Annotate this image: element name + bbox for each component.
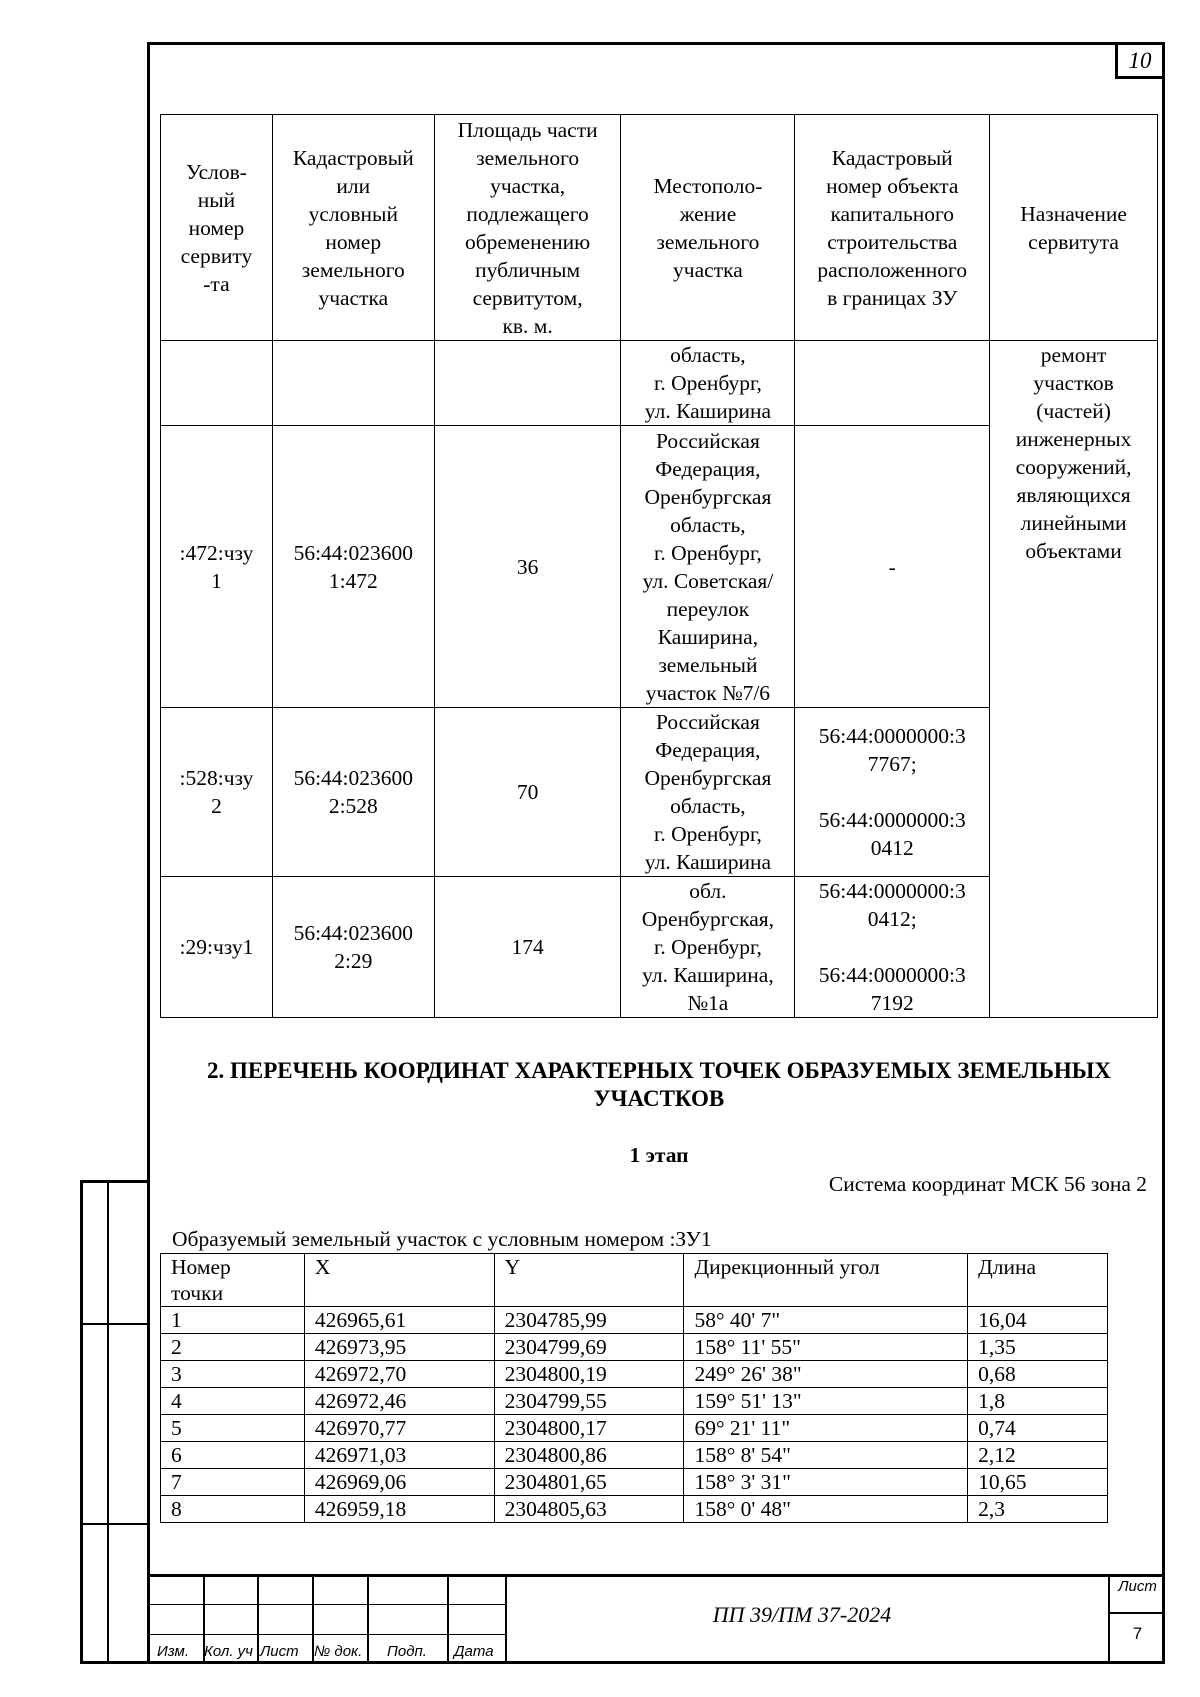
table-row (161, 341, 1158, 426)
table-cell: 69° 21' 11" (684, 1415, 968, 1442)
header-cell: Номер точки (161, 1254, 305, 1307)
grid-line (147, 1634, 507, 1635)
header-cell: Кадастровый или условный номер земельного участка (272, 115, 434, 341)
coordinates-table (160, 1253, 1108, 1523)
header-cell: Дирекционный угол (684, 1254, 968, 1307)
binding-divider (83, 1523, 147, 1525)
table-cell: 10,65 (968, 1469, 1108, 1496)
table-cell: 249° 26' 38" (684, 1361, 968, 1388)
title-block-grid (147, 1574, 507, 1664)
table-cell: 6 (161, 1442, 305, 1469)
table-cell: 2304799,69 (494, 1334, 684, 1361)
label-count: Кол. уч (204, 1643, 253, 1660)
table-cell: 2304799,55 (494, 1388, 684, 1415)
label-signature: Подп. (387, 1643, 427, 1660)
table-cell: 1,8 (968, 1388, 1108, 1415)
servitude-number: :528:чзу 2 (161, 708, 273, 877)
servitude-table (160, 114, 1158, 1018)
area-value: 36 (434, 426, 621, 708)
table-cell: 2304800,17 (494, 1415, 684, 1442)
location: область, г. Оренбург, ул. Каширина (621, 341, 795, 426)
grid-line (147, 1604, 507, 1605)
table-row (161, 1415, 1108, 1442)
table-cell: 1 (161, 1307, 305, 1334)
table-cell: 2304805,63 (494, 1496, 684, 1523)
header-cell: Длина (968, 1254, 1108, 1307)
servitude-number (161, 341, 273, 426)
table-cell: 426959,18 (304, 1496, 494, 1523)
label-doc-number: № док. (314, 1643, 363, 1660)
table-cell: 0,74 (968, 1415, 1108, 1442)
sheet-number: 7 (1132, 1624, 1143, 1643)
sheet-divider (1110, 1612, 1165, 1614)
location: Российская Федерация, Оренбургская область, г. Оренбург, ул. Каширина (621, 708, 795, 877)
sheet-label: Лист (1118, 1578, 1157, 1595)
cadastral-number: 56:44:023600 1:472 (272, 426, 434, 708)
table-cell: 2 (161, 1334, 305, 1361)
header-cell: Y (494, 1254, 684, 1307)
table-cell: 0,68 (968, 1361, 1108, 1388)
table-cell: 2304801,65 (494, 1469, 684, 1496)
header-cell: Кадастровый номер объекта капитального строительства расположенного в границах ЗУ (795, 115, 990, 341)
title-block (147, 1574, 1165, 1664)
table-cell: 426972,70 (304, 1361, 494, 1388)
location: обл. Оренбургская, г. Оренбург, ул. Каширина, №1а (621, 877, 795, 1018)
binding-divider (83, 1323, 147, 1325)
table-cell: 158° 8' 54" (684, 1442, 968, 1469)
servitude-number: :29:чзу1 (161, 877, 273, 1018)
cadastral-number (272, 341, 434, 426)
table-cell: 1,35 (968, 1334, 1108, 1361)
table-row (161, 1361, 1108, 1388)
page-number: 10 (1115, 42, 1165, 79)
binding-strip (80, 1180, 147, 1664)
table-cell: 158° 3' 31" (684, 1469, 968, 1496)
cadastral-number: 56:44:023600 2:528 (272, 708, 434, 877)
table-cell: 426970,77 (304, 1415, 494, 1442)
table-cell: 3 (161, 1361, 305, 1388)
table-cell: 426972,46 (304, 1388, 494, 1415)
header-cell: Назначение сервитута (990, 115, 1158, 341)
binding-divider (107, 1183, 109, 1661)
table-cell: 426973,95 (304, 1334, 494, 1361)
table-cell: 16,04 (968, 1307, 1108, 1334)
table-cell: 2,12 (968, 1442, 1108, 1469)
area-value: 174 (434, 877, 621, 1018)
table-cell: 426965,61 (304, 1307, 494, 1334)
table-row (161, 1334, 1108, 1361)
location: Российская Федерация, Оренбургская область, г. Оренбург, ул. Советская/ переулок Каширина, земельный участок №7/6 (621, 426, 795, 708)
document-code: ПП 39/ПМ 37-2024 (712, 1602, 892, 1627)
object-cadastral-number (795, 341, 990, 426)
header-cell: X (304, 1254, 494, 1307)
coordinate-system: Система координат МСК 56 зона 2 (828, 1172, 1147, 1196)
object-cadastral-number: 56:44:0000000:3 0412; 56:44:0000000:3 7192 (795, 877, 990, 1018)
label-date: Дата (454, 1643, 494, 1660)
table-cell: 5 (161, 1415, 305, 1442)
servitude-number: :472:чзу 1 (161, 426, 273, 708)
grid-line (257, 1574, 259, 1664)
header-cell: Местополо- жение земельного участка (621, 115, 795, 341)
table-cell: 8 (161, 1496, 305, 1523)
section-title: 2. ПЕРЕЧЕНЬ КООРДИНАТ ХАРАКТЕРНЫХ ТОЧЕК ОБРАЗУЕМЫХ ЗЕМЕЛЬНЫХ УЧАСТКОВ (207, 1058, 1111, 1111)
table-cell: 58° 40' 7" (684, 1307, 968, 1334)
table-cell: 7 (161, 1469, 305, 1496)
table-cell: 426971,03 (304, 1442, 494, 1469)
table-cell: 2304800,19 (494, 1361, 684, 1388)
parcel-caption: Образуемый земельный участок с условным номером :ЗУ1 (172, 1227, 712, 1251)
table-header-row (161, 115, 1158, 341)
table-cell: 158° 0' 48" (684, 1496, 968, 1523)
area-value (434, 341, 621, 426)
object-cadastral-number: - (795, 426, 990, 708)
header-cell: Площадь части земельного участка, подлежащего обременению публичным сервитутом, кв. м. (434, 115, 621, 341)
servitude-purpose: ремонт участков (частей) инженерных сооружений, являющихся линейными объектами (990, 341, 1158, 1018)
table-cell: 159° 51' 13" (684, 1388, 968, 1415)
table-cell: 2,3 (968, 1496, 1108, 1523)
cadastral-number: 56:44:023600 2:29 (272, 877, 434, 1018)
table-row (161, 1469, 1108, 1496)
grid-line (367, 1574, 369, 1664)
area-value: 70 (434, 708, 621, 877)
label-change: Изм. (157, 1643, 189, 1660)
table-cell: 158° 11' 55" (684, 1334, 968, 1361)
table-cell: 2304785,99 (494, 1307, 684, 1334)
stage-label: 1 этап (629, 1143, 689, 1167)
table-cell: 2304800,86 (494, 1442, 684, 1469)
label-sheet: Лист (260, 1643, 299, 1660)
table-cell: 4 (161, 1388, 305, 1415)
grid-line (447, 1574, 449, 1664)
table-row (161, 1496, 1108, 1523)
header-cell: Услов- ный номер сервиту -та (161, 115, 273, 341)
table-row (161, 1388, 1108, 1415)
table-row (161, 1442, 1108, 1469)
table-header-row (161, 1254, 1108, 1307)
table-cell: 426969,06 (304, 1469, 494, 1496)
table-row (161, 1307, 1108, 1334)
object-cadastral-number: 56:44:0000000:3 7767; 56:44:0000000:3 0412 (795, 708, 990, 877)
